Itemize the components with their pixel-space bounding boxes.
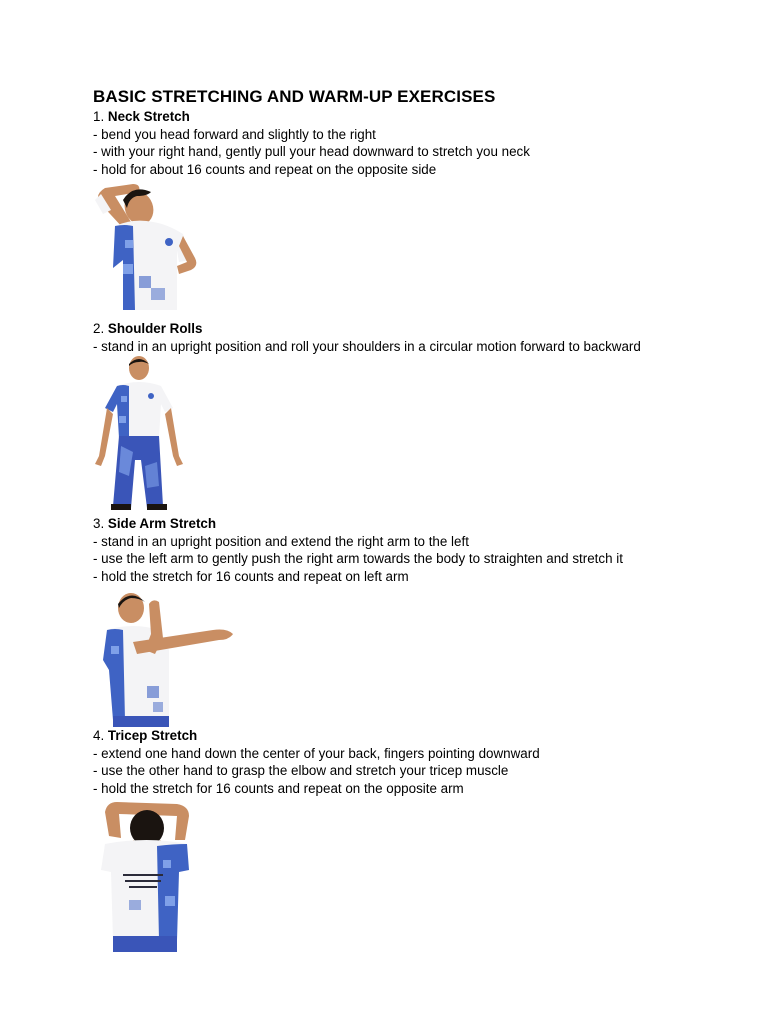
neck-stretch-photo bbox=[93, 180, 208, 312]
shoulder-rolls-photo bbox=[93, 356, 188, 514]
exercise-number: 4. bbox=[93, 728, 105, 743]
tricep-stretch-photo bbox=[93, 800, 195, 952]
exercise-name: Shoulder Rolls bbox=[107, 321, 203, 336]
side-arm-stretch-photo bbox=[93, 590, 235, 727]
exercise-number: 2. bbox=[93, 321, 105, 336]
exercise-name: Neck Stretch bbox=[107, 109, 190, 124]
exercise-step: - stand in an upright position and roll your shoulders in a circular motion forward to backward bbox=[93, 338, 641, 354]
document-title: BASIC STRETCHING AND WARM-UP EXERCISES bbox=[93, 87, 496, 106]
exercise-step: - extend one hand down the center of your back, fingers pointing downward bbox=[93, 745, 540, 761]
exercise-step: - with your right hand, gently pull your head downward to stretch you neck bbox=[93, 144, 530, 160]
exercise-step: - hold the stretch for 16 counts and repeat on left arm bbox=[93, 568, 409, 584]
exercise-step: - bend you head forward and slightly to the right bbox=[93, 126, 376, 142]
exercise-tricep-stretch bbox=[93, 727, 753, 797]
exercise-number: 1. bbox=[93, 109, 105, 124]
exercise-name: Side Arm Stretch bbox=[107, 516, 217, 531]
exercise-number: 3. bbox=[93, 516, 105, 531]
exercise-step: - hold the stretch for 16 counts and repeat on the opposite arm bbox=[93, 780, 464, 796]
exercise-neck-stretch bbox=[93, 108, 753, 178]
exercise-heading bbox=[93, 515, 753, 533]
exercise-shoulder-rolls bbox=[93, 320, 753, 355]
document-page bbox=[93, 0, 753, 1024]
exercise-heading bbox=[93, 108, 753, 126]
exercise-step: - use the other hand to grasp the elbow and stretch your tricep muscle bbox=[93, 763, 509, 779]
exercise-step: - hold for about 16 counts and repeat on the opposite side bbox=[93, 161, 437, 177]
exercise-heading bbox=[93, 727, 753, 745]
exercise-step: - stand in an upright position and extend the right arm to the left bbox=[93, 533, 469, 549]
exercise-side-arm-stretch bbox=[93, 515, 753, 585]
exercise-heading bbox=[93, 320, 753, 338]
exercise-name: Tricep Stretch bbox=[107, 728, 198, 743]
exercise-step: - use the left arm to gently push the right arm towards the body to straighten and stretch it bbox=[93, 551, 623, 567]
